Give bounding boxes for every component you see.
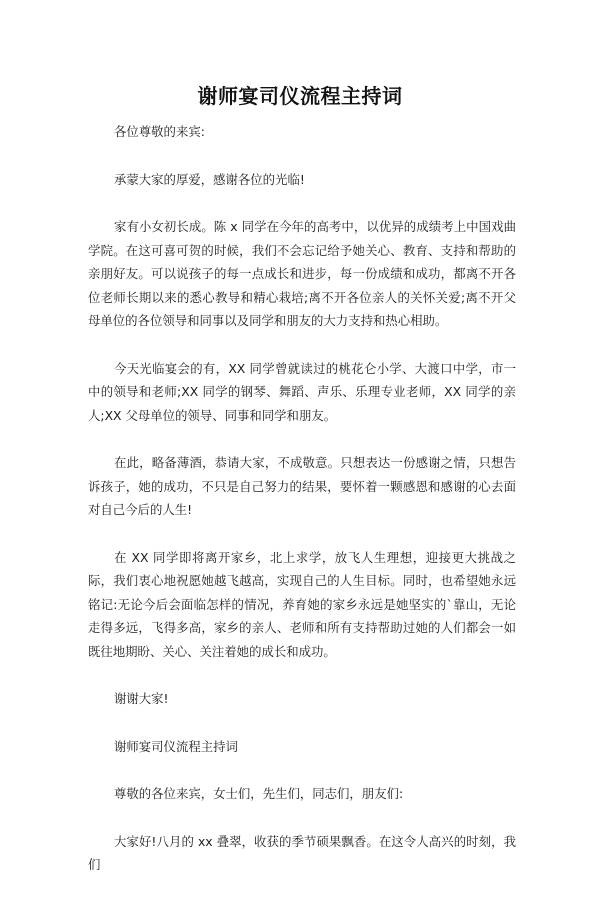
paragraph-address: 尊敬的各位来宾，女士们，先生们，同志们，朋友们:	[114, 786, 404, 801]
paragraph-intro: 家有小女初长成。陈 x 同学在今年的高考中，以优异的成绩考上中国戏曲学院。在这可喜可贺的时候，我们不会忘记给予她关心、教育、支持和帮助的亲朋好友。可以说孩子的每一点成长和进步，每一份成绩和成功，都离不开各位老师长期以来的悉心教导和精心栽培;离不开各位亲人的关怀关爱;离不开父母单位的各位领导和同事以及同学和朋友的大力支持和热心相助。	[88, 219, 516, 328]
paragraph-subtitle: 谢师宴司仪流程主持词	[114, 738, 238, 754]
paragraph-wishes: 在 XX 同学即将离开家乡，北上求学，放飞人生理想，迎接更大挑战之际，我们衷心地祝愿她越飞越高，实现自己的人生目标。同时，也希望她永远铭记:无论今后会面临怎样的情况，养育她的家乡永远是她坚实的`靠山，无论走得多远，飞得多高，家乡的亲人、老师和所有支持帮助过她的人们都会一如既往地期盼、关心、关注着她的成长和成功。	[88, 549, 516, 659]
paragraph-toast: 在此，略备薄酒，恭请大家，不成敬意。只想表达一份感谢之情，只想告诉孩子，她的成功，不只是自己努力的结果，要怀着一颗感恩和感谢的心去面对自己今后的人生!	[88, 455, 516, 517]
document-body	[88, 120, 516, 901]
paragraph-thanks: 承蒙大家的厚爱，感谢各位的光临!	[114, 171, 305, 187]
paragraph-opening: 大家好!八月的 xx 叠翠，收获的季节硕果飘香。在这令人高兴的时刻，我们	[88, 833, 516, 872]
paragraph-greeting: 各位尊敬的来宾:	[114, 124, 205, 139]
paragraph-closing: 谢谢大家!	[114, 691, 169, 706]
document-title: 谢师宴司仪流程主持词	[197, 84, 403, 108]
paragraph-guests: 今天光临宴会的有，XX 同学曾就读过的桃花仑小学、大渡口中学，市一中的领导和老师;XX 同学的钢琴、舞蹈、声乐、乐理专业老师，XX 同学的亲人;XX 父母单位的领导、同事和同学和朋友。	[88, 360, 516, 423]
